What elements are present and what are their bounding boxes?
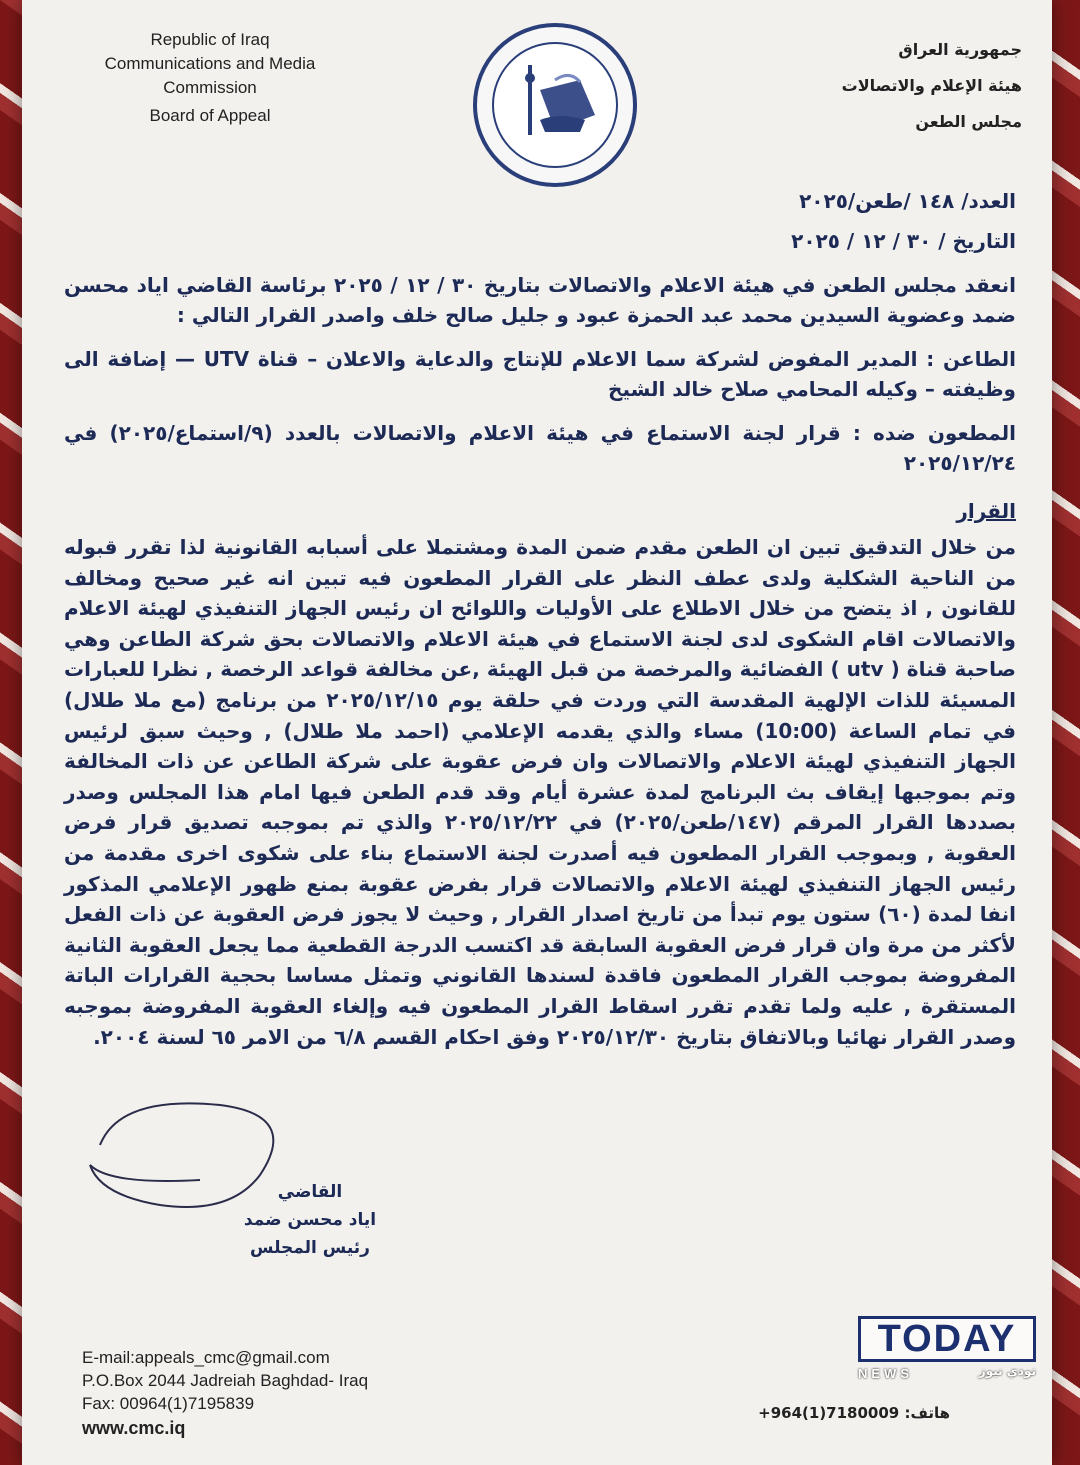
commission-seal-icon: [460, 20, 650, 190]
footer-fax: Fax: 00964(1)7195839: [82, 1394, 255, 1413]
footer-contact: [82, 1346, 368, 1440]
header-en-commission: Communications and Media: [104, 54, 316, 73]
decision-paragraph: من خلال التدقيق تبين ان الطعن مقدم ضمن المدة ومشتملا على أسبابه القانونية لذا تقرر قبوله من الناحية الشكلية ولدى عطف النظر على القرار المطعون فيه تبين انه غير صحيح ومخالف للقانون , اذ يتضح من خلال الاطلاع على الأوليات واللوائح ان رئيس الجهاز التنفيذي لهيئة الاعلام والاتصالات اقام الشكوى لدى لجنة الاستماع في هيئة الاعلام والاتصالات بحق شركة الطاعن وهي صاحبة قناة ( utv ) الفضائية والمرخصة من قبل الهيئة ,عن مخالفة قواعد الرخصة , نظرا للعبارات المسيئة للذات الإلهية المقدسة التي وردت في حلقة يوم ٢٠٢٥/١٢/١٥ من برنامج (مع ملا طلال) في تمام الساعة (10:00) مساء والذي يقدمه الإعلامي (احمد ملا طلال) , وحيث سبق لرئيس الجهاز التنفيذي لهيئة الاعلام والاتصالات وان فرض عقوبة على شركة الطاعن عن ذات المخالفة وتم بموجبها إيقاف بث البرنامج لمدة عشرة أيام وقد قدم الطعن فيها امام هذا المجلس وصدر بصددها القرار المرقم (١٤٧/طعن/٢٠٢٥) في ٢٠٢٥/١٢/٢٢ والذي تم بموجبه تصديق قرار فرض العقوبة , وبموجب القرار المطعون فيه أصدرت لجنة الاستماع بناء على شكوى اخرى مقدمة من رئيس الجهاز التنفيذي لهيئة الاعلام والاتصالات قرار بفرض عقوبة بمنع ظهور الإعلامي المذكور انفا لمدة (٦٠) ستون يوم تبدأ من تاريخ اصدار القرار , وحيث لا يجوز فرض العقوبة عن ذات الفعل لأكثر من مرة وان قرار فرض العقوبة السابقة قد اكتسب الدرجة القطعية مما يجعل العقوبة الثانية المفروضة بموجب القرار المطعون فاقدة لسندها القانوني وتمثل مساسا بحجية القرارات الباتة المستقرة , عليه ولما تقدم تقرر اسقاط القرار المطعون فيه وإلغاء العقوبة المفروضة بموجبه وصدر القرار نهائيا وبالاتفاق بتاريخ ٢٠٢٥/١٢/٣٠ وفق احكام القسم ٦/٨ من الامر ٦٥ لسنة ٢٠٠٤.: [64, 535, 1017, 1049]
appellant-paragraph: الطاعن : المدير المفوض لشركة سما الاعلام للإنتاج والدعاية والاعلان – قناة UTV — إضافة الى وظيفته – وكيله المحامي صلاح خالد الشيخ: [64, 347, 1016, 401]
footer-pobox: P.O.Box 2044 Jadreiah Baghdad- Iraq: [82, 1371, 369, 1390]
signature-block: [200, 1178, 420, 1262]
header-en-board: Board of Appeal: [149, 106, 271, 125]
footer-website: www.cmc.iq: [82, 1418, 186, 1438]
signature-role: رئيس المجلس: [250, 1238, 370, 1258]
document-body: [64, 186, 1016, 1052]
reference-number: العدد/ ١٤٨ /طعن/٢٠٢٥: [799, 189, 1016, 213]
watermark-brand: TODAY: [858, 1316, 1036, 1362]
header-ar-commission: هيئة الإعلام والاتصالات: [841, 76, 1022, 95]
watermark-sub: NEWS: [858, 1366, 913, 1381]
footer-email: E-mail:appeals_cmc@gmail.com: [82, 1348, 330, 1367]
header-ar-board: مجلس الطعن: [915, 112, 1022, 131]
header-ar-republic: جمهورية العراق: [898, 40, 1022, 59]
header-english: [60, 28, 360, 128]
reference-date: التاريخ / ٣٠ / ١٢ / ٢٠٢٥: [791, 229, 1016, 253]
decision-heading: القرار: [956, 499, 1016, 523]
watermark-sub-ar: تودي نيوز: [978, 1364, 1036, 1378]
signature-name: اياد محسن ضمد: [243, 1210, 377, 1230]
header-arabic: [722, 32, 1022, 140]
signature-title: القاضي: [277, 1182, 343, 1202]
appellee-paragraph: المطعون ضده : قرار لجنة الاستماع في هيئة الاعلام والاتصالات بالعدد (٩/استماع/٢٠٢٥) في ٢٠٢٥/١٢/٢٤: [64, 421, 1017, 475]
intro-paragraph: انعقد مجلس الطعن في هيئة الاعلام والاتصالات بتاريخ ٣٠ / ١٢ / ٢٠٢٥ برئاسة القاضي اياد محسن ضمد وعضوية السيدين محمد عبد الحمزة عبود و جليل صالح خلف واصدر القرار التالي :: [64, 273, 1016, 327]
footer-phone: +964(1)7180009 :هاتف: [758, 1404, 950, 1422]
header-en-commission-2: Commission: [163, 78, 257, 97]
header-en-republic: Republic of Iraq: [150, 30, 270, 49]
today-news-watermark: [858, 1316, 1036, 1386]
